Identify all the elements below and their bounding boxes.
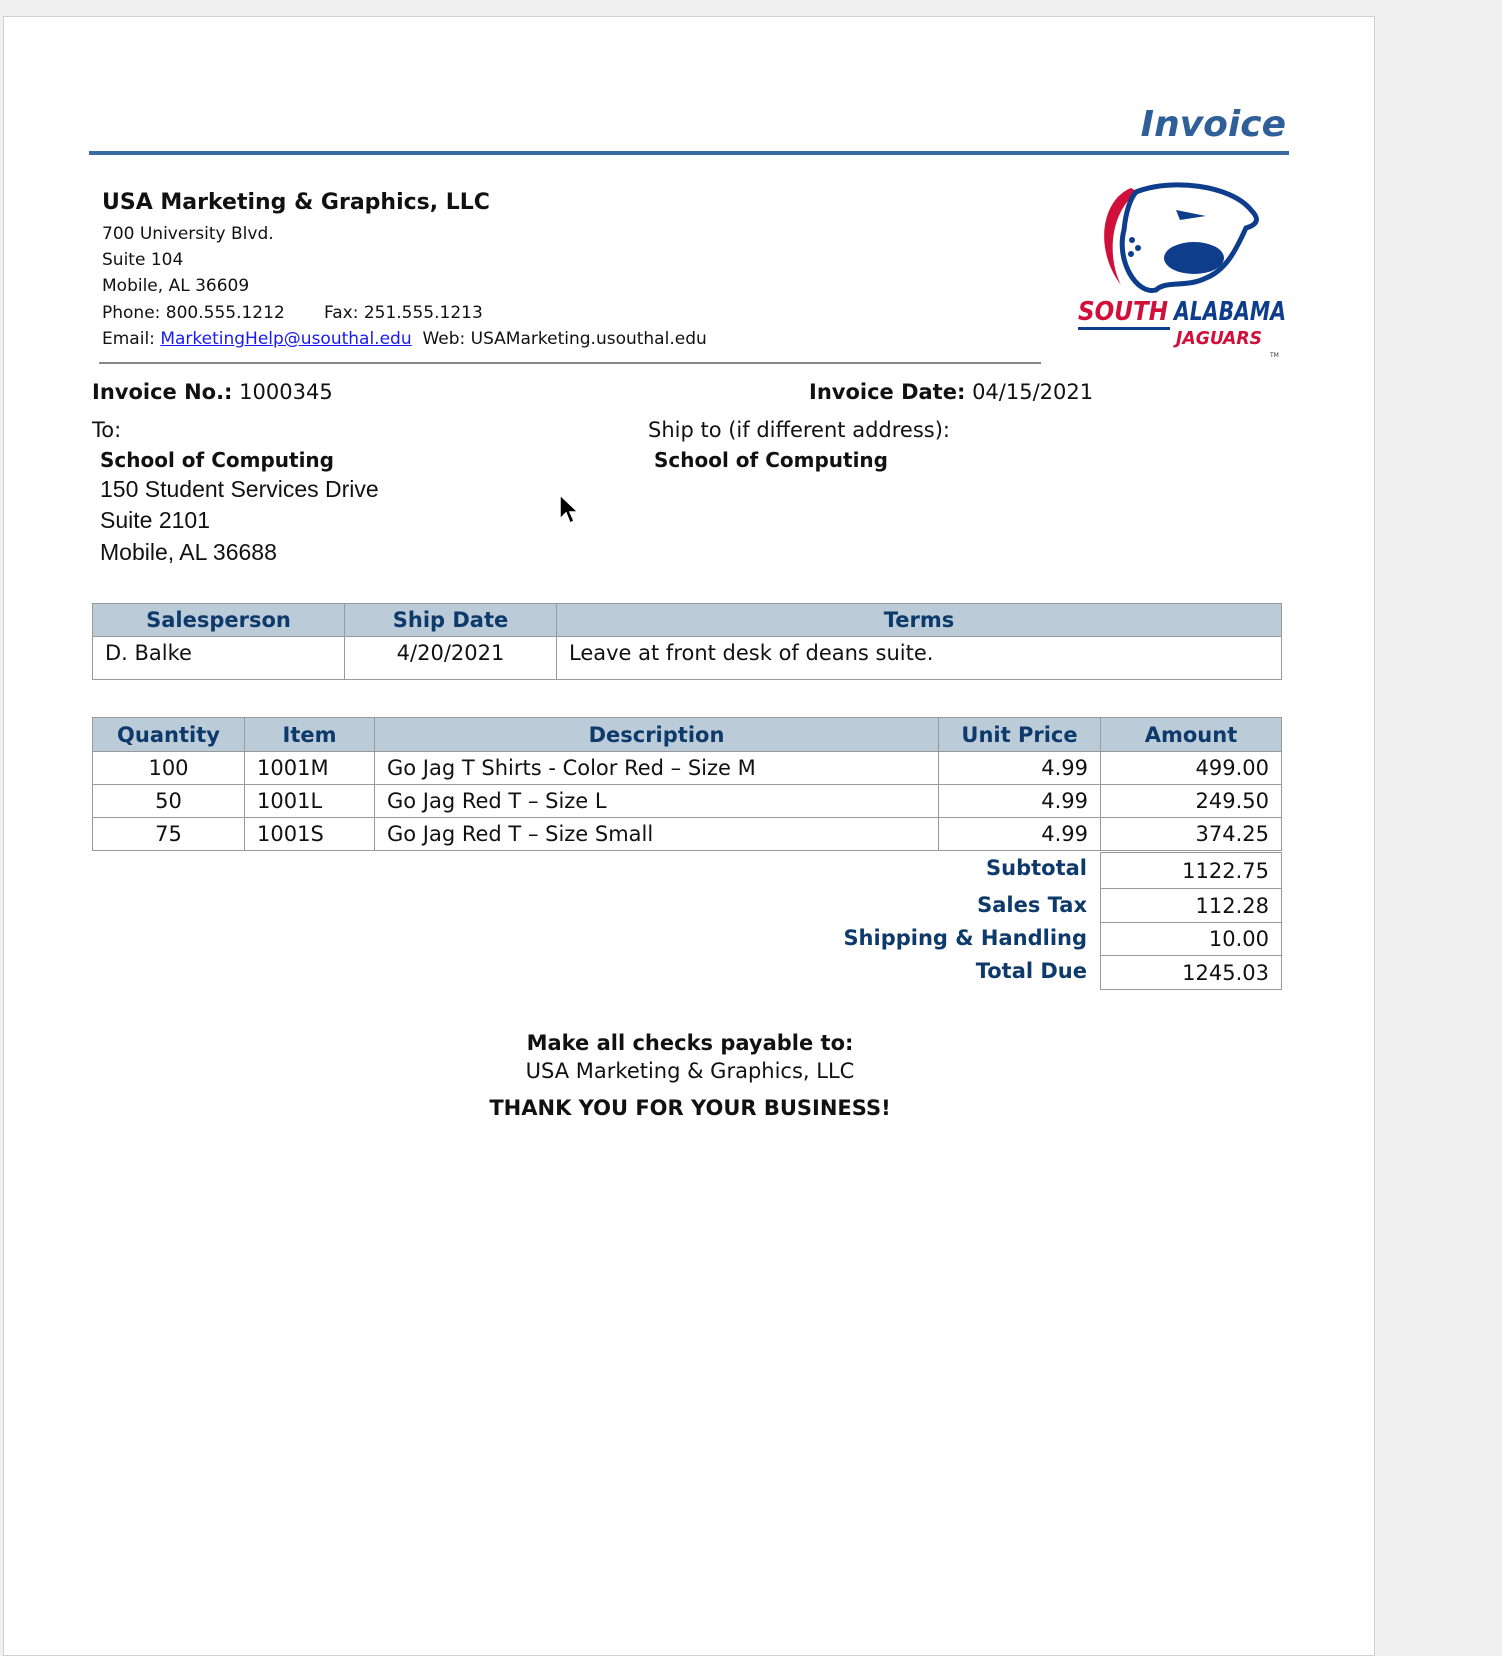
table-row	[93, 752, 1282, 785]
unit-price: 4.99	[939, 752, 1101, 785]
salesperson-value: D. Balke	[93, 637, 345, 680]
email-link[interactable]: MarketingHelp@usouthal.edu	[160, 329, 412, 349]
logo-alabama-text: ALABAMA	[1172, 297, 1286, 327]
header-ship-date: Ship Date	[345, 604, 557, 637]
subtotal-value: 1122.75	[1100, 852, 1282, 889]
description: Go Jag Red T – Size L	[375, 785, 939, 818]
ship-date-value: 4/20/2021	[345, 637, 557, 680]
south-alabama-jaguars-logo	[1076, 180, 1288, 360]
invoice-number	[92, 380, 333, 404]
logo-tm-text: TM	[1270, 352, 1279, 359]
quantity: 75	[93, 818, 245, 851]
terms-value: Leave at front desk of deans suite.	[557, 637, 1282, 680]
unit-price: 4.99	[939, 818, 1101, 851]
description: Go Jag Red T – Size Small	[375, 818, 939, 851]
invoice-number-value: 1000345	[239, 380, 333, 404]
item: 1001S	[245, 818, 375, 851]
thank-you-message: THANK YOU FOR YOUR BUSINESS!	[489, 1096, 891, 1120]
sales-tax-value: 112.28	[1100, 888, 1282, 923]
item: 1001L	[245, 785, 375, 818]
checks-payable-label: Make all checks payable to:	[526, 1031, 854, 1055]
ship-to-name: School of Computing	[654, 448, 888, 472]
company-web: Web: USAMarketing.usouthal.edu	[422, 329, 707, 349]
header-divider	[99, 362, 1041, 364]
item: 1001M	[245, 752, 375, 785]
description: Go Jag T Shirts - Color Red – Size M	[375, 752, 939, 785]
invoice-date-label: Invoice Date:	[809, 380, 966, 404]
company-name: USA Marketing & Graphics, LLC	[102, 190, 490, 215]
company-fax: Fax: 251.555.1213	[324, 303, 483, 323]
company-city: Mobile, AL 36609	[102, 276, 250, 296]
header-terms: Terms	[557, 604, 1282, 637]
email-label: Email:	[102, 329, 155, 349]
amount: 374.25	[1101, 818, 1282, 851]
header-quantity: Quantity	[93, 718, 245, 752]
quantity: 100	[93, 752, 245, 785]
to-line3: Mobile, AL 36688	[100, 539, 277, 565]
shipping-value: 10.00	[1100, 922, 1282, 956]
shipping-label: Shipping & Handling	[843, 926, 1087, 950]
table-row	[93, 818, 1282, 851]
to-line1: 150 Student Services Drive	[100, 476, 379, 502]
order-info-table	[92, 603, 1282, 680]
subtotal-label: Subtotal	[986, 856, 1087, 880]
company-address2: Suite 104	[102, 250, 184, 270]
to-name: School of Computing	[100, 448, 334, 472]
company-address1: 700 University Blvd.	[102, 224, 274, 244]
invoice-number-label: Invoice No.:	[92, 380, 233, 404]
ship-to-label: Ship to (if different address):	[648, 418, 950, 442]
header-item: Item	[245, 718, 375, 752]
invoice-title: Invoice	[1140, 104, 1286, 145]
quantity: 50	[93, 785, 245, 818]
company-phone: Phone: 800.555.1212	[102, 303, 285, 323]
total-due-label: Total Due	[975, 959, 1087, 983]
total-due-value: 1245.03	[1100, 955, 1282, 990]
to-line2: Suite 2101	[100, 507, 210, 533]
logo-south-text: SOUTH	[1078, 297, 1169, 327]
header-amount: Amount	[1101, 718, 1282, 752]
invoice-date-value: 04/15/2021	[972, 380, 1094, 404]
sales-tax-label: Sales Tax	[977, 893, 1087, 917]
header-description: Description	[375, 718, 939, 752]
table-row	[93, 785, 1282, 818]
line-items-table	[92, 717, 1282, 851]
company-contact	[102, 329, 707, 349]
mouse-cursor-icon	[558, 493, 580, 527]
logo-jaguars-text: JAGUARS	[1173, 328, 1262, 349]
invoice-date	[809, 380, 1093, 404]
title-divider	[89, 151, 1289, 155]
amount: 249.50	[1101, 785, 1282, 818]
unit-price: 4.99	[939, 785, 1101, 818]
to-label: To:	[92, 418, 122, 442]
header-unit-price: Unit Price	[939, 718, 1101, 752]
header-salesperson: Salesperson	[93, 604, 345, 637]
payee-name: USA Marketing & Graphics, LLC	[525, 1059, 855, 1083]
amount: 499.00	[1101, 752, 1282, 785]
